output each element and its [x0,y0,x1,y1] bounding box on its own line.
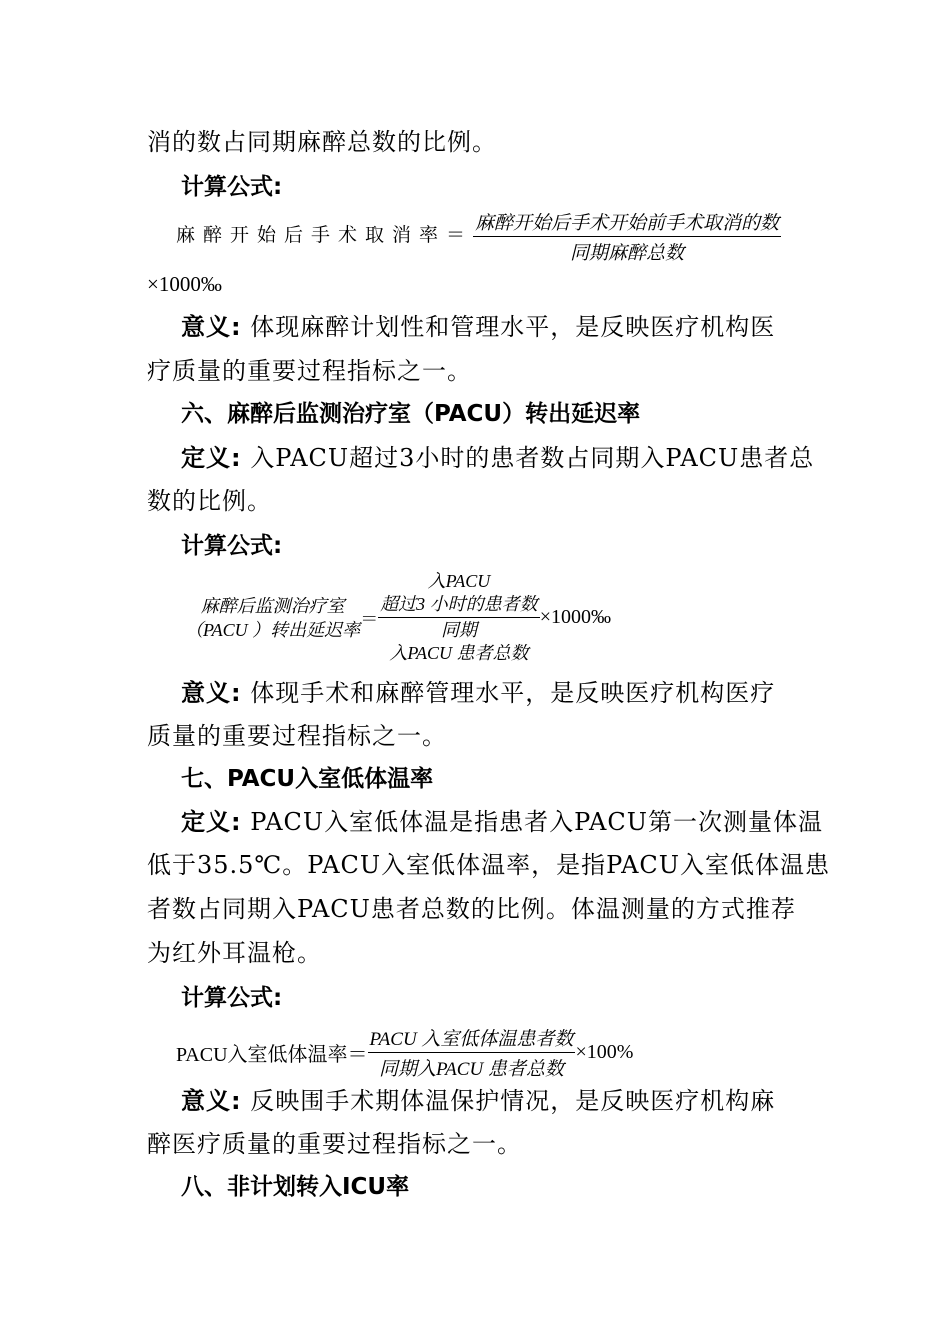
paragraph-line [147,350,807,393]
denominator-line: 入PACU 患者总数 [389,643,529,663]
calc-label: 计算公式: [181,533,283,559]
definition-line [147,801,841,844]
paragraph-line [147,480,807,523]
text: 疗质量的重要过程指标之一。 [147,357,472,385]
section-heading: 八、非计划转入ICU率 [181,1174,410,1200]
section-heading: 七、PACU入室低体温率 [181,766,434,792]
formula-fraction [378,570,540,665]
section-heading: 六、麻醉后监测治疗室（PACU）转出延迟率 [181,401,641,427]
meaning-label: 意义: [181,679,242,707]
paragraph-line [147,844,831,887]
text: 低于35.5℃。PACU入室低体温率，是指PACU入室低体温患 [147,851,831,879]
text: 反映围手术期体温保护情况，是反映医疗机构麻 [250,1087,776,1115]
formula-lhs [185,594,360,642]
meaning-line [147,1080,841,1123]
text: 质量的重要过程指标之一。 [147,722,447,750]
paragraph-line [147,715,807,758]
formula-numerator: PACU 入室低体温患者数 [368,1024,576,1053]
formula-low-temp [176,1024,633,1081]
calc-label: 计算公式: [181,174,283,200]
denominator-line: 同期 [440,620,477,640]
formula-multiplier: ×100% [575,1041,634,1063]
text: 为红外耳温枪。 [147,939,322,967]
text: 醉医疗质量的重要过程指标之一。 [147,1130,522,1158]
numerator-line: 超过3 小时的患者数 [380,594,538,614]
lhs-line: 麻醉后监测治疗室 [200,595,345,616]
formula-numerator [378,570,540,618]
meaning-label: 意义: [181,313,242,341]
formula-multiplier: ×1000‰ [147,272,222,296]
formula-lhs: PACU入室低体温率＝ [176,1044,368,1066]
formula-denominator: 同期麻醉总数 [570,243,685,264]
calc-label: 计算公式: [181,985,283,1011]
text: 消的数占同期麻醉总数的比例。 [147,128,497,156]
text: 数的比例。 [147,487,272,515]
numerator-line: 入PACU [427,571,491,591]
paragraph-line [147,888,807,931]
formula-fraction [473,208,781,265]
formula-fraction [368,1024,576,1081]
meaning-label: 意义: [181,1087,242,1115]
meaning-line [147,672,841,715]
formula-numerator: 麻醉开始后手术开始前手术取消的数 [473,208,781,237]
formula-multiplier: ×1000‰ [539,606,611,628]
text: 者数占同期入PACU患者总数的比例。体温测量的方式推荐 [147,895,796,923]
formula-cancel-rate [176,208,781,265]
formula-lhs: 麻醉开始后手术取消率＝ [176,224,474,246]
formula-pacu-delay [185,570,611,665]
formula-denominator: 同期入PACU 患者总数 [379,1059,564,1080]
text: 入PACU超过3小时的患者数占同期入PACU患者总 [250,444,815,472]
equals-sign: ＝ [360,608,379,629]
text: 体现麻醉计划性和管理水平，是反映医疗机构医 [250,313,776,341]
paragraph-line [147,121,807,164]
paragraph-line [147,1123,807,1166]
meaning-line [147,306,841,349]
text: PACU入室低体温是指患者入PACU第一次测量体温 [250,808,823,836]
formula-denominator [387,618,530,665]
lhs-line: （PACU ）转出延迟率 [185,619,361,640]
definition-label: 定义: [181,808,242,836]
text: 体现手术和麻醉管理水平，是反映医疗机构医疗 [250,679,776,707]
definition-line [147,437,841,480]
definition-label: 定义: [181,444,242,472]
paragraph-line [147,932,807,975]
